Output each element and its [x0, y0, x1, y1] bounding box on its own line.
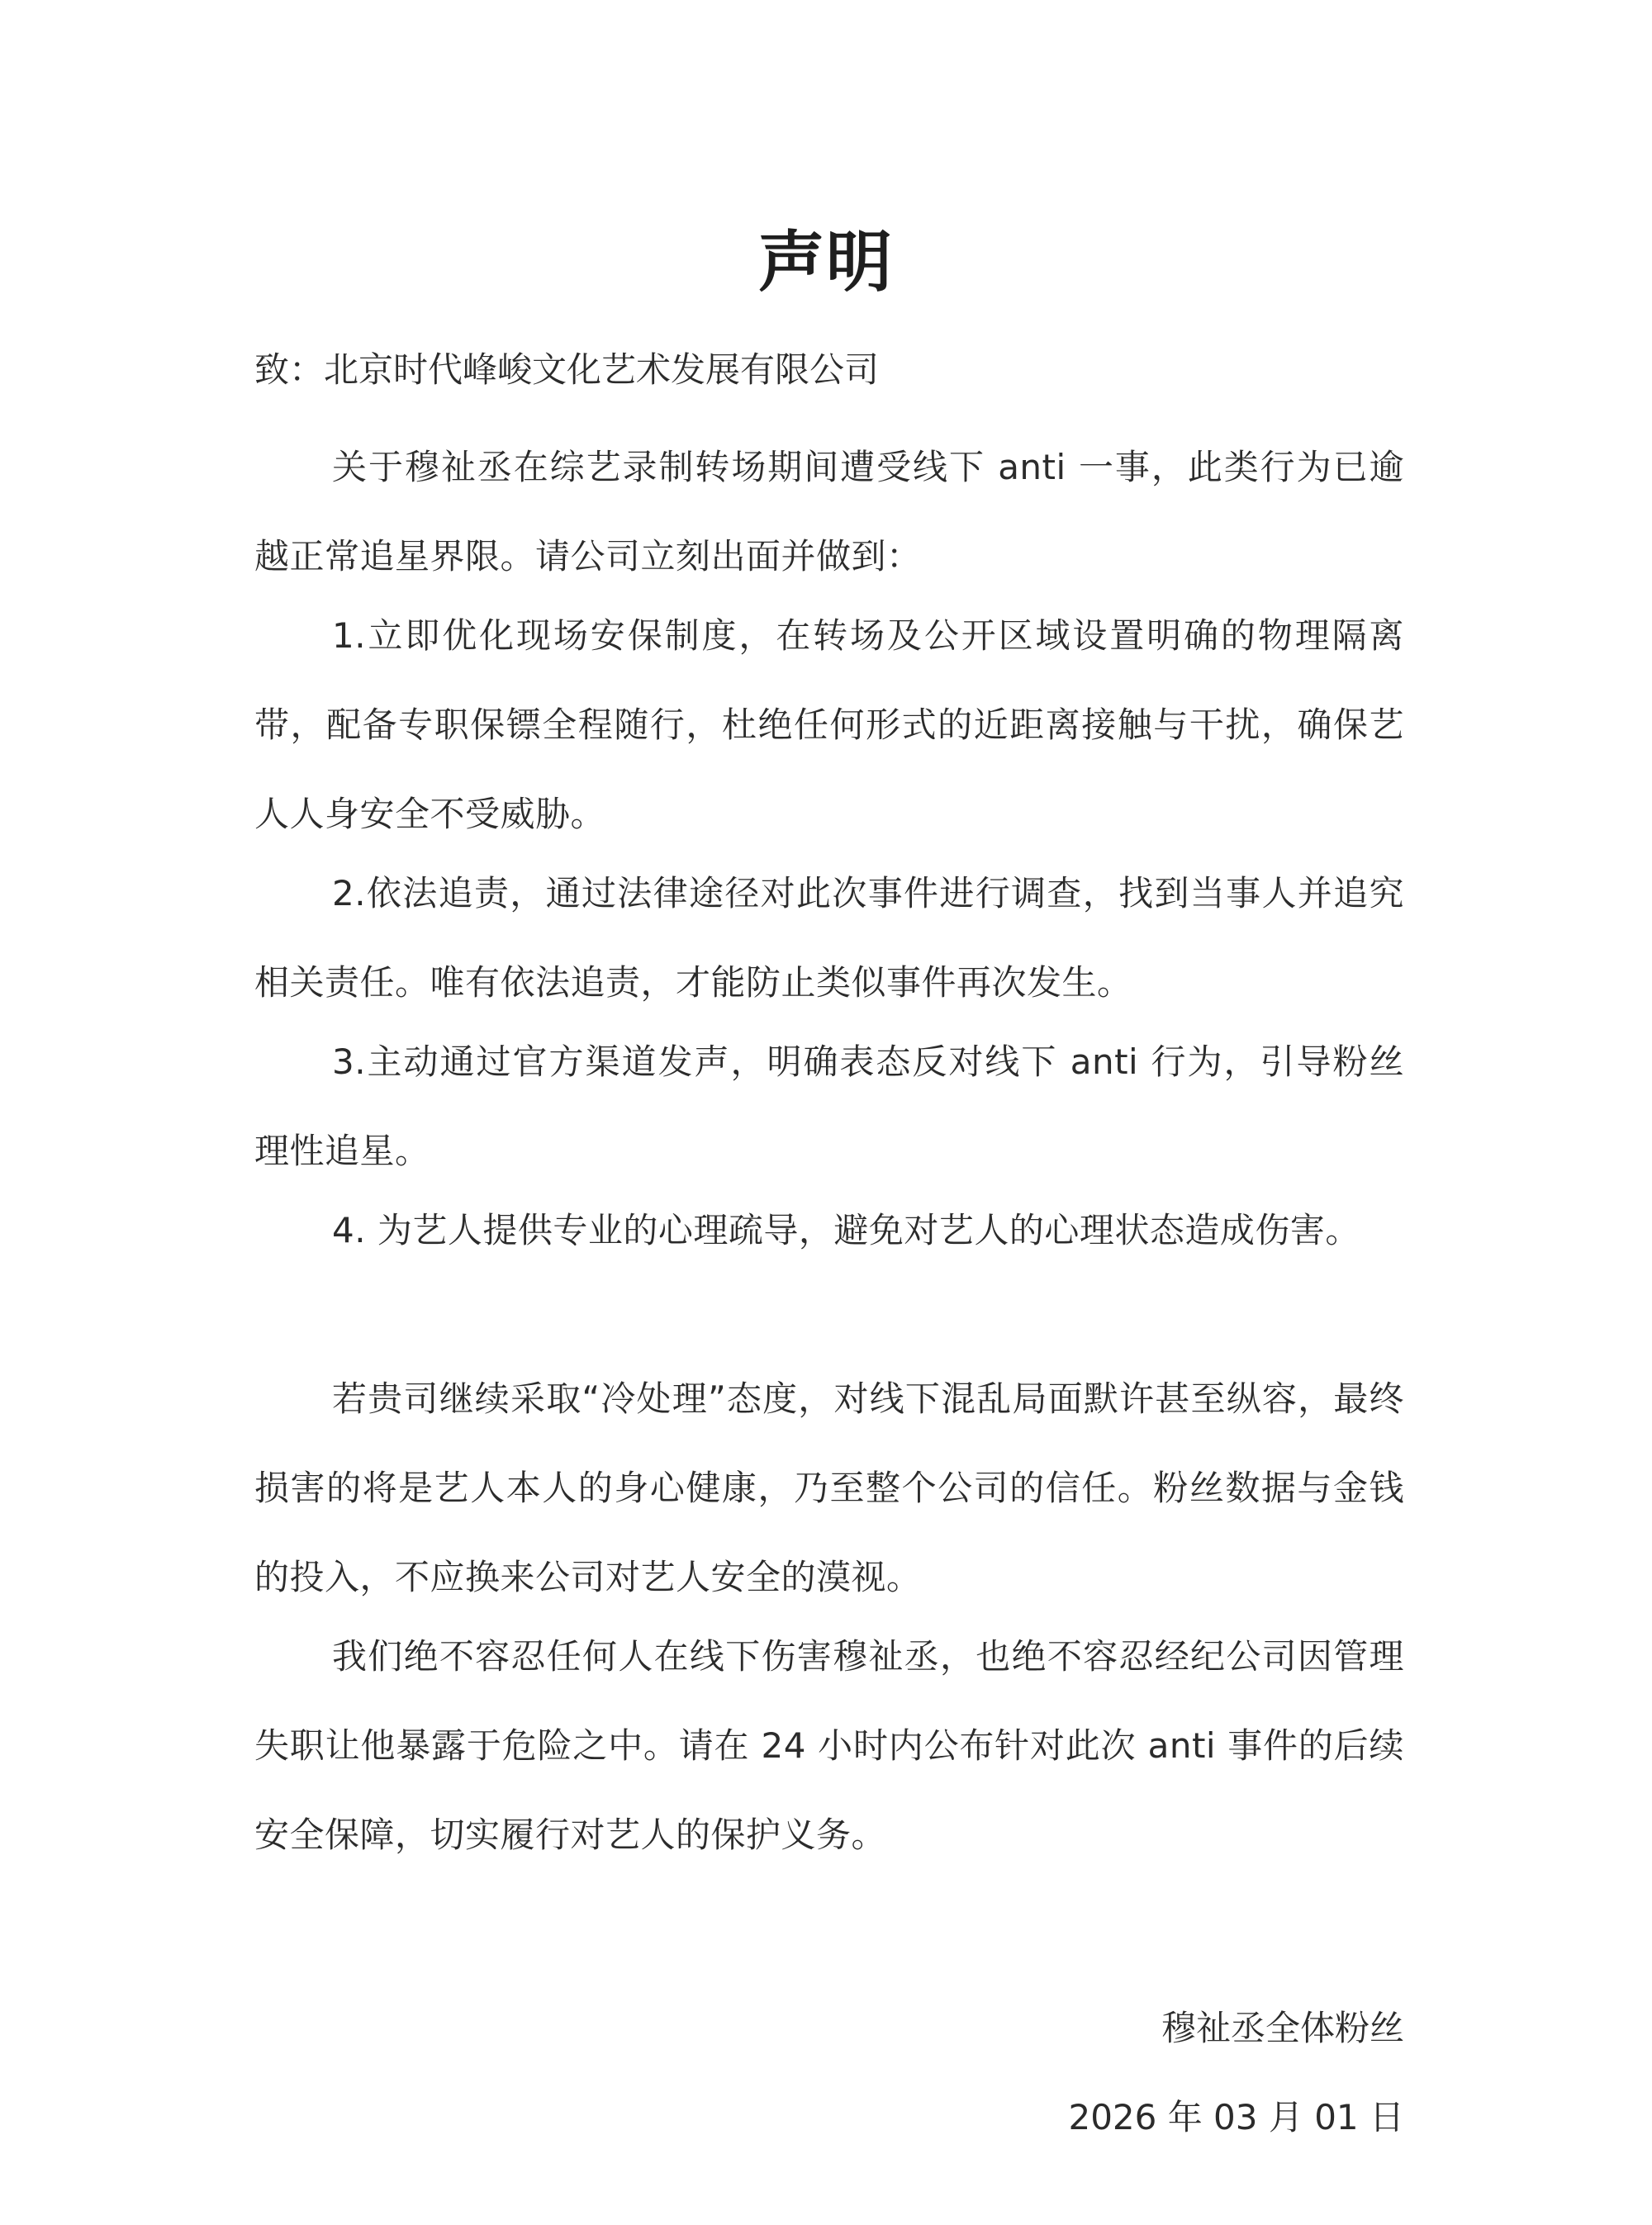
recipient-line: 致：北京时代峰峻文化艺术发展有限公司 [254, 349, 880, 390]
demand-item-1: 1.立即优化现场安保制度，在转场及公开区域设置明确的物理隔离带，配备专职保镖全程随行，杜绝任何形式的近距离接触与干扰，确保艺人人身安全不受威胁。 [254, 615, 1404, 834]
demand-item-4: 4. 为艺人提供专业的心理疏导，避免对艺人的心理状态造成伤害。 [332, 1210, 1360, 1250]
intro-paragraph: 关于穆祉丞在综艺录制转场期间遭受线下 anti 一事，此类行为已逾越正常追星界限。请公司立刻出面并做到： [254, 447, 1404, 576]
page-title: 声明 [758, 223, 894, 301]
date: 2026 年 03 月 01 日 [1068, 2097, 1404, 2137]
demand-item-3: 3.主动通过官方渠道发声，明确表态反对线下 anti 行为，引导粉丝理性追星。 [254, 1041, 1404, 1171]
signature: 穆祉丞全体粉丝 [1161, 2008, 1404, 2048]
closing-paragraph: 我们绝不容忍任何人在线下伤害穆祉丞，也绝不容忍经纪公司因管理失职让他暴露于危险之中。请在 24 小时内公布针对此次 anti 事件的后续安全保障，切实履行对艺人的保护义务。 [254, 1636, 1404, 1855]
demand-item-2: 2.依法追责，通过法律途径对此次事件进行调查，找到当事人并追究相关责任。唯有依法追责，才能防止类似事件再次发生。 [254, 873, 1404, 1003]
warning-paragraph: 若贵司继续采取“冷处理”态度，对线下混乱局面默许甚至纵容，最终损害的将是艺人本人的身心健康，乃至整个公司的信任。粉丝数据与金钱的投入，不应换来公司对艺人安全的漠视。 [254, 1378, 1404, 1597]
